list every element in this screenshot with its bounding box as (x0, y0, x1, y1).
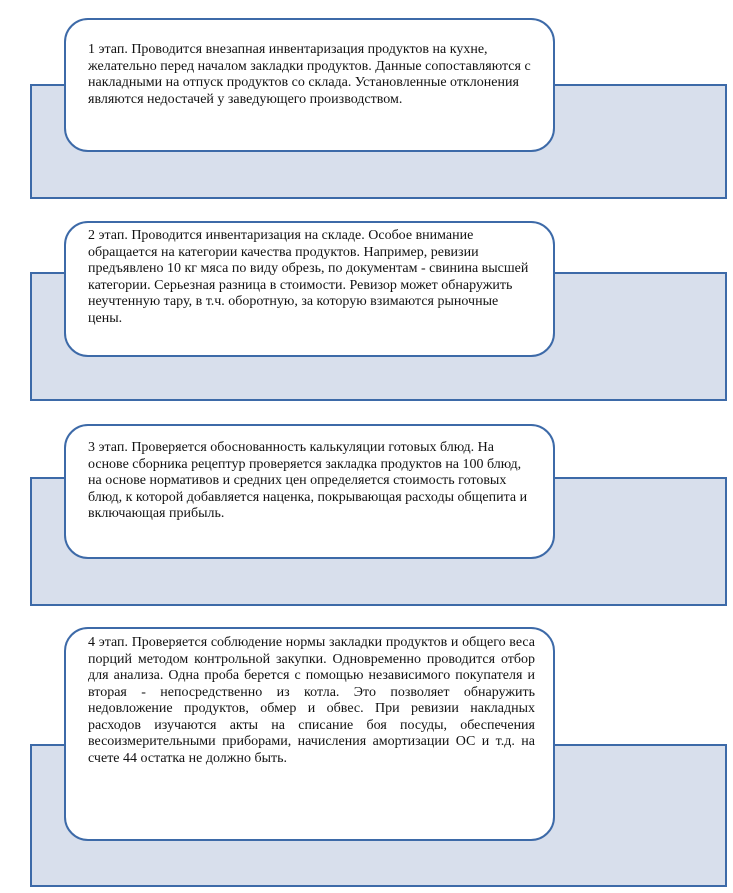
stage-4-box (64, 627, 555, 841)
stage-3-text: 3 этап. Проверяется обоснованность калькуляции готовых блюд. На основе сборника рецептур проверяется закладка продуктов на 100 блюд, на основе нормативов и средних цен определяется стоимость готовых блюд, к которой добавляется наценка, покрывающая расходы общепита и включающая прибыль. (88, 440, 528, 521)
stage-3-box (64, 424, 555, 559)
stage-2-box (64, 221, 555, 357)
stage-4-text: 4 этап. Проверяется соблюдение нормы закладки продуктов и общего веса порций методом контрольной закупки. Одновременно проводится отбор для анализа. Одна проба берется с помощью независимого покупателя и вторая - непосредственно из котла. Это позволяет обнаружить недовложение продуктов, обмер и обвес. При ревизии накладных расходов изучаются акты на списание боя посуды, обеспечения весоизмерительными приборами, начисления амортизации ОС и т.д. на счете 44 остатка не должно быть. (88, 635, 535, 766)
stage-1-text: 1 этап. Проводится внезапная инвентаризация продуктов на кухне, желательно перед началом закладки продуктов. Данные сопоставляются с накладными на отпуск продуктов со склада. Установленные отклонения являются недостачей у заведующего производством. (88, 42, 531, 107)
stage-2-text: 2 этап. Проводится инвентаризация на складе. Особое внимание обращается на категории качества продуктов. Например, ревизии предъявлено 10 кг мяса по виду обрезь, по документам - свинина высшей категории. Серьезная разница в стоимости. Ревизор может обнаружить неучтенную тару, в т.ч. оборотную, за которую взимаются рыночные цены. (88, 228, 529, 326)
stage-1-box (64, 18, 555, 152)
